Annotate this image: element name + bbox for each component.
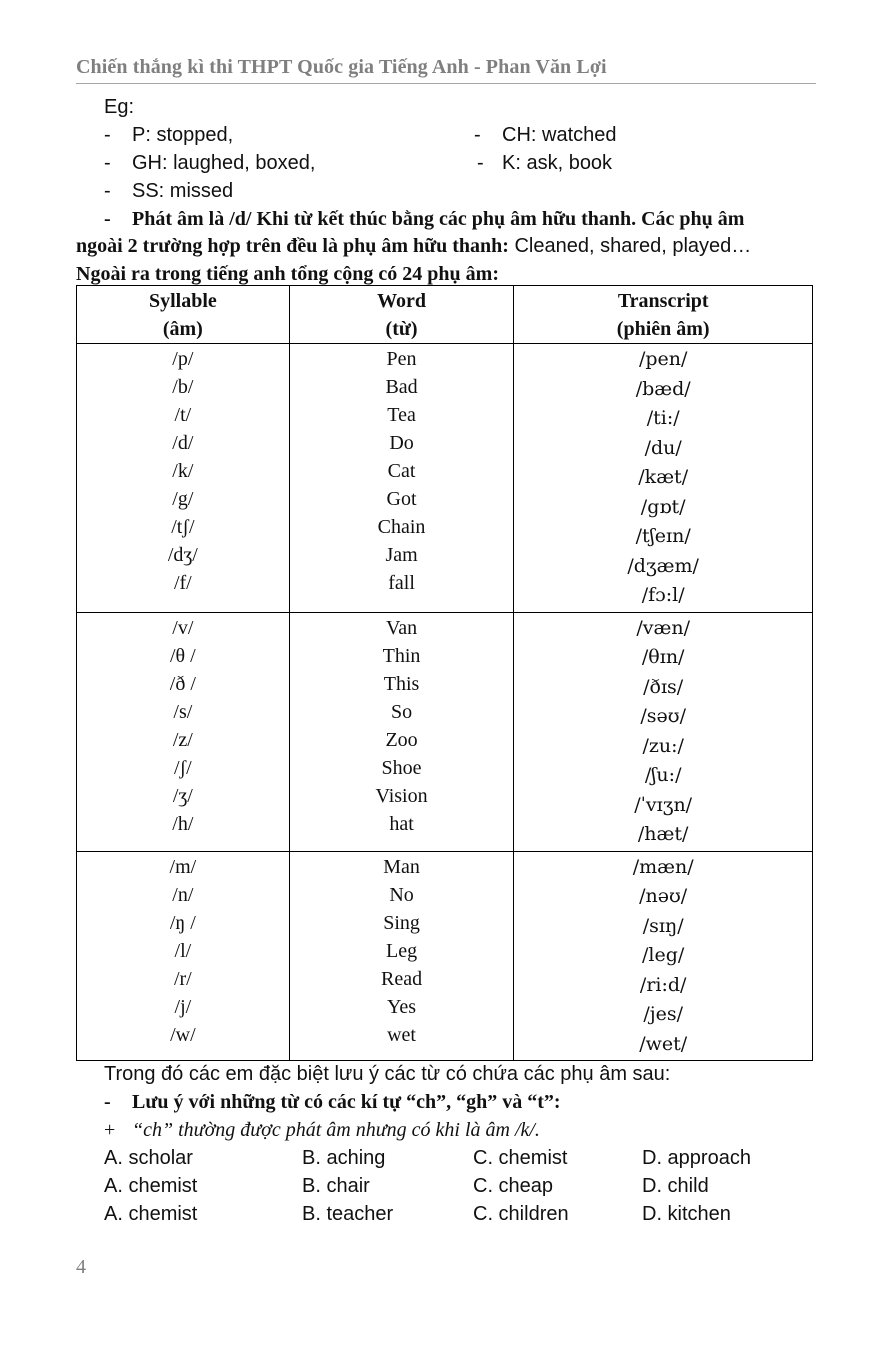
header-en: Word [377,290,426,312]
transcript-entry: /væn/ [636,616,690,639]
example-row-1-left [104,122,234,148]
answer-option: D. child [642,1175,709,1197]
word-entry: Do [389,432,414,454]
header-vi: (âm) [162,318,203,340]
rule-text-2-bold: ngoài 2 trường hợp trên đều là phụ âm hữu thanh: [76,235,509,257]
word-entry: Yes [386,995,417,1018]
word-entry: Pen [386,348,417,370]
word-entry: This [383,672,420,695]
example-text: SS: missed [132,180,234,202]
word-entry: Tea [387,404,416,426]
syllable-entry: /p/ [172,348,194,370]
transcript-entry: /ʃu:/ [644,764,682,786]
plus-bullet: + [104,1119,116,1141]
bold-note-line [104,1089,561,1115]
answer-option: B. chair [302,1175,370,1197]
transcript-entry: /mæn/ [632,855,694,878]
transcript-entry: /kæt/ [638,466,689,488]
table-row [77,344,813,613]
answer-option: B. teacher [302,1203,394,1225]
word-entry: Thin [382,644,421,667]
syllable-entry: /z/ [172,728,193,751]
plus-note-line [104,1117,540,1143]
syllable-entry: /d/ [172,432,194,454]
transcript-entry: /bæd/ [635,377,691,400]
header-en: Syllable [148,290,217,312]
bullet-dash: - [477,152,484,174]
syllable-entry: /dʒ/ [167,544,198,566]
header-word [289,286,514,344]
table-header-row [77,286,813,344]
answer-option: A. scholar [104,1147,193,1169]
word-entry: Sing [383,911,420,934]
consonant-table [76,285,813,1061]
transcript-entry: /fɔ:l/ [641,584,685,606]
transcript-entry: /pen/ [638,348,688,370]
word-entry: Man [383,855,420,878]
answer-option: C. cheap [473,1175,554,1197]
transcript-entry: /leg/ [642,944,685,966]
word-entry: Jam [385,544,418,566]
transcript-entry: /ˈvɪʒn/ [634,793,693,816]
example-row-2-left [104,150,316,176]
bullet-dash: - [104,1091,111,1113]
syllable-entry: /θ / [170,644,196,667]
transcript-entry: /wet/ [639,1032,688,1055]
syllable-entry: /s/ [173,700,193,723]
transcript-cell [514,851,813,1061]
example-text: P: stopped, [132,124,234,146]
word-cell [289,851,514,1061]
word-entry: fall [388,572,415,594]
word-entry: wet [387,1023,416,1046]
example-row-3-left [104,178,234,204]
syllable-entry: /n/ [172,883,194,906]
word-entry: Cat [387,460,416,482]
answer-option: A. chemist [104,1175,198,1197]
transcript-entry: /tʃeɪn/ [635,525,691,547]
bullet-dash: - [104,124,111,146]
bullet-dash: - [104,152,111,174]
word-entry: Leg [386,939,418,962]
word-entry: No [389,883,414,906]
rule-text-1: Phát âm là /d/ Khi từ kết thúc bằng các phụ âm hữu thanh. Các phụ âm [132,208,745,230]
syllable-entry: /w/ [170,1023,196,1046]
bullet-dash: - [474,124,481,146]
page-number: 4 [76,1256,86,1278]
example-text: K: ask, book [502,152,613,174]
transcript-entry: /nəʊ/ [639,885,688,907]
header-en: Transcript [617,290,709,312]
answer-option: D. kitchen [642,1203,731,1225]
answer-option: A. chemist [104,1203,198,1225]
bullet-dash: - [104,180,111,202]
syllable-entry: /ʃ/ [173,756,192,779]
syllable-entry: /l/ [174,939,192,962]
example-row-2-right [477,150,613,176]
answer-option: C. children [473,1203,569,1225]
transcript-entry: /zu:/ [642,734,684,757]
transcript-cell [514,612,813,851]
table-row [77,612,813,851]
word-entry: Shoe [381,756,422,779]
syllable-entry: /h/ [172,812,194,835]
rule-text-2-plain: Cleaned, shared, played… [508,235,752,257]
transcript-entry: /ðɪs/ [643,675,684,698]
word-entry: Read [381,967,423,990]
plus-note-text: “ch” thường được phát âm nhưng có khi là âm /k/. [132,1119,540,1141]
table-row [77,851,813,1061]
header-vi: (từ) [385,318,418,340]
syllable-entry: /k/ [172,460,194,482]
syllable-entry: /t/ [174,404,192,426]
header-transcript [514,286,813,344]
syllable-entry: /r/ [173,967,192,990]
word-entry: So [390,700,413,723]
answer-option: B. aching [302,1147,386,1169]
word-entry: Vision [375,784,428,807]
word-cell [289,612,514,851]
eg-label: Eg: [104,96,135,118]
transcript-entry: /ri:d/ [639,973,687,996]
syllable-entry: /f/ [173,572,192,594]
syllable-cell [77,344,290,613]
syllable-entry: /m/ [169,855,197,878]
transcript-entry: /dʒæm/ [627,554,699,577]
word-entry: Bad [385,376,418,398]
transcript-entry: /ti:/ [646,407,680,429]
word-entry: Chain [377,516,426,538]
word-entry: Got [386,488,417,510]
transcript-entry: /səʊ/ [640,705,686,727]
syllable-entry: /v/ [172,616,194,639]
word-entry: Zoo [385,728,418,751]
notes-intro: Trong đó các em đặc biệt lưu ý các từ có chứa các phụ âm sau: [104,1063,671,1085]
running-header: Chiến thắng kì thi THPT Quốc gia Tiếng Anh - Phan Văn Lợi [76,56,607,78]
syllable-entry: /ŋ / [169,911,196,934]
syllable-cell [77,612,290,851]
syllable-entry: /j/ [174,995,192,1018]
syllable-entry: /ʒ/ [172,784,193,807]
bold-note-text: Lưu ý với những từ có các kí tự “ch”, “gh” và “t”: [132,1091,561,1113]
transcript-entry: /jes/ [643,1003,684,1025]
answer-option: C. chemist [473,1147,568,1169]
syllable-entry: /tʃ/ [171,516,195,538]
total-consonants-line: Ngoài ra trong tiếng anh tổng cộng có 24 phụ âm: [76,263,499,285]
syllable-entry: /ð / [169,672,196,695]
bullet-dash: - [104,208,111,230]
example-text: CH: watched [502,124,617,146]
example-row-1-right [474,122,617,148]
header-divider [76,83,816,84]
syllable-entry: /b/ [172,376,194,398]
word-cell [289,344,514,613]
transcript-cell [514,344,813,613]
syllable-entry: /g/ [172,488,194,510]
transcript-entry: /gɒt/ [640,495,686,518]
header-syllable [77,286,290,344]
transcript-entry: /hæt/ [637,823,689,845]
word-entry: Van [385,616,418,639]
rule-line-1 [104,206,745,232]
rule-line-2 [76,233,751,259]
transcript-entry: /du/ [644,436,682,459]
syllable-cell [77,851,290,1061]
example-text: GH: laughed, boxed, [132,152,316,174]
transcript-entry: /sɪŋ/ [642,914,684,937]
word-entry: hat [389,812,414,835]
answer-option: D. approach [642,1147,751,1169]
transcript-entry: /θɪn/ [641,646,685,668]
header-vi: (phiên âm) [616,318,710,340]
